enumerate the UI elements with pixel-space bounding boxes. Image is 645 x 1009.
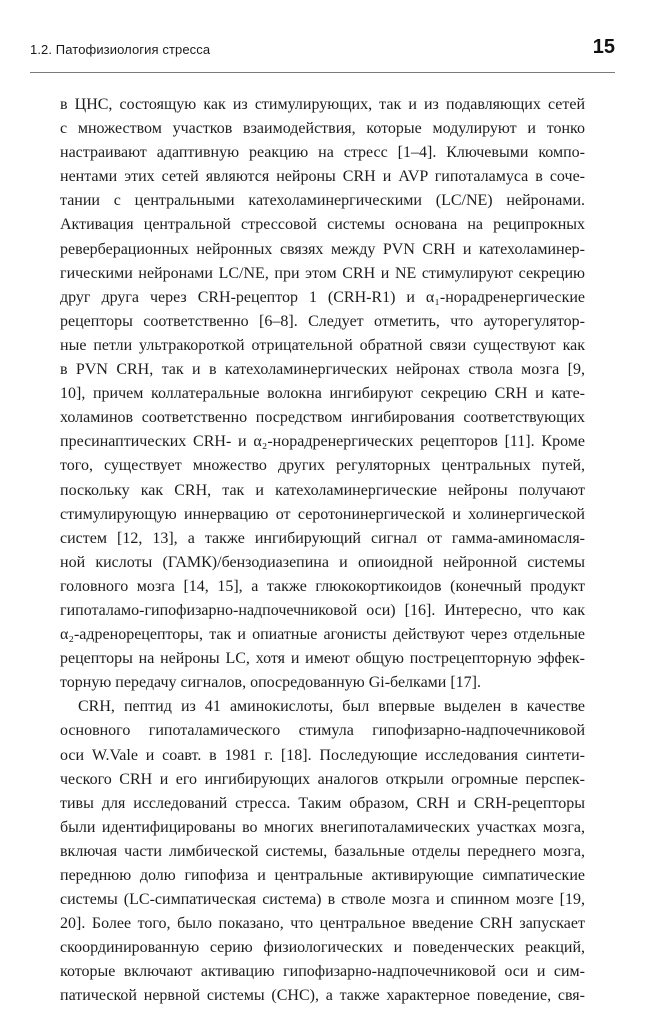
section-title: 1.2. Патофизиология стресса: [30, 42, 211, 57]
text-line: тивы для исследований стресса. Таким образом, CRH и CRH-рецепторы: [60, 794, 585, 812]
text-line: поскольку как CRH, так и катехоламинергические нейроны получают: [60, 481, 585, 499]
text-line: тании с центральными катехоламинергическими (LC/NE) нейронами.: [60, 192, 585, 210]
text-line: скоординированную серию физиологических и поведенческих реакций,: [60, 939, 585, 957]
text-line: реверберационных нейронных связях между PVN CRH и катехоламинер-: [60, 240, 585, 258]
text-line: 10], причем коллатеральные волокна ингибируют секрецию CRH и кате-: [60, 385, 585, 403]
text-line: оси W.Vale и соавт. в 1981 г. [18]. Последующие исследования синтети-: [60, 746, 585, 764]
body-text: [60, 93, 585, 1009]
text-line: 20]. Более того, было показано, что центральное введение CRH запускает: [60, 915, 585, 933]
text-line: системы (LC-симпатическая система) в стволе мозга и спинном мозге [19,: [60, 891, 585, 909]
text-line: включая части лимбической системы, базальные отделы переднего мозга,: [60, 842, 585, 860]
paragraph-2: [60, 695, 585, 1008]
running-header: [0, 36, 645, 80]
text-line: друг друга через CRH-рецептор 1 (CRH-R1) и α₁-норадренергические: [60, 288, 585, 306]
text-line: того, существует множество других регуляторных центральных путей,: [60, 457, 585, 475]
text-line: гическими нейронами LC/NE, при этом CRH и NE стимулируют секрецию: [60, 264, 585, 282]
paragraph-1: [60, 93, 585, 695]
text-line: торную передачу сигналов, опосредованную Gi-белками [17].: [60, 674, 482, 692]
text-line: ные петли ультракороткой отрицательной обратной связи существуют как: [60, 336, 585, 354]
text-line: стимулирующую иннервацию от серотонинергической и холинергической: [60, 505, 585, 523]
text-line: ческого CRH и его ингибирующих аналогов открыли огромные перспек-: [60, 770, 585, 788]
text-line: с множеством участков взаимодействия, которые модулируют и тонко: [60, 120, 585, 138]
page-number: 15: [592, 36, 615, 58]
text-line: ной кислоты (ГАМК)/бензодиазепина и опиоидной нейронной системы: [60, 553, 585, 571]
text-line: патической нервной системы (СНС), а также характерное поведение, свя-: [60, 987, 585, 1005]
text-line: переднюю долю гипофиза и центральные активирующие симпатические: [60, 867, 585, 884]
text-line: основного гипоталамического стимула гипофизарно-надпочечниковой: [60, 722, 585, 740]
text-line: Активация центральной стрессовой системы основана на реципрокных: [60, 216, 585, 234]
text-line: систем [12, 13], а также ингибирующий сигнал от гамма-аминомасля-: [60, 529, 585, 547]
text-line: пресинаптических CRH- и α₂-норадренергических рецепторов [11]. Кроме: [60, 433, 585, 451]
text-line: рецепторы соответственно [6–8]. Следует отметить, что ауторегулятор-: [60, 312, 585, 330]
text-line: CRH, пептид из 41 аминокислоты, был впервые выделен в качестве: [78, 698, 585, 716]
text-line: гипоталамо-гипофизарно-надпочечниковой оси) [16]. Интересно, что как: [60, 601, 585, 619]
text-line: нентами этих сетей являются нейроны CRH и AVP гипоталамуса в соче-: [60, 168, 585, 186]
text-line: были идентифицированы во многих внегипоталамических участках мозга,: [60, 818, 585, 836]
text-line: холаминов соответственно посредством ингибирования соответствующих: [60, 409, 585, 427]
text-line: которые включают активацию гипофизарно-надпочечниковой оси и сим-: [60, 963, 585, 981]
header-rule: [30, 72, 615, 73]
text-line: рецепторы на нейроны LC, хотя и имеют общую пострецепторную эффек-: [60, 650, 585, 668]
text-line: настраивают адаптивную реакцию на стресс [1–4]. Ключевыми компо-: [60, 144, 585, 162]
text-line: α₂-адренорецепторы, так и опиатные агонисты действуют через отдельные: [60, 626, 585, 644]
text-line: в PVN CRH, так и в катехоламинергических нейронах ствола мозга [9,: [60, 361, 585, 379]
text-line: в ЦНС, состоящую как из стимулирующих, так и из подавляющих сетей: [60, 96, 585, 113]
text-line: головного мозга [14, 15], а также глюкокортикоидов (конечный продукт: [60, 577, 585, 595]
